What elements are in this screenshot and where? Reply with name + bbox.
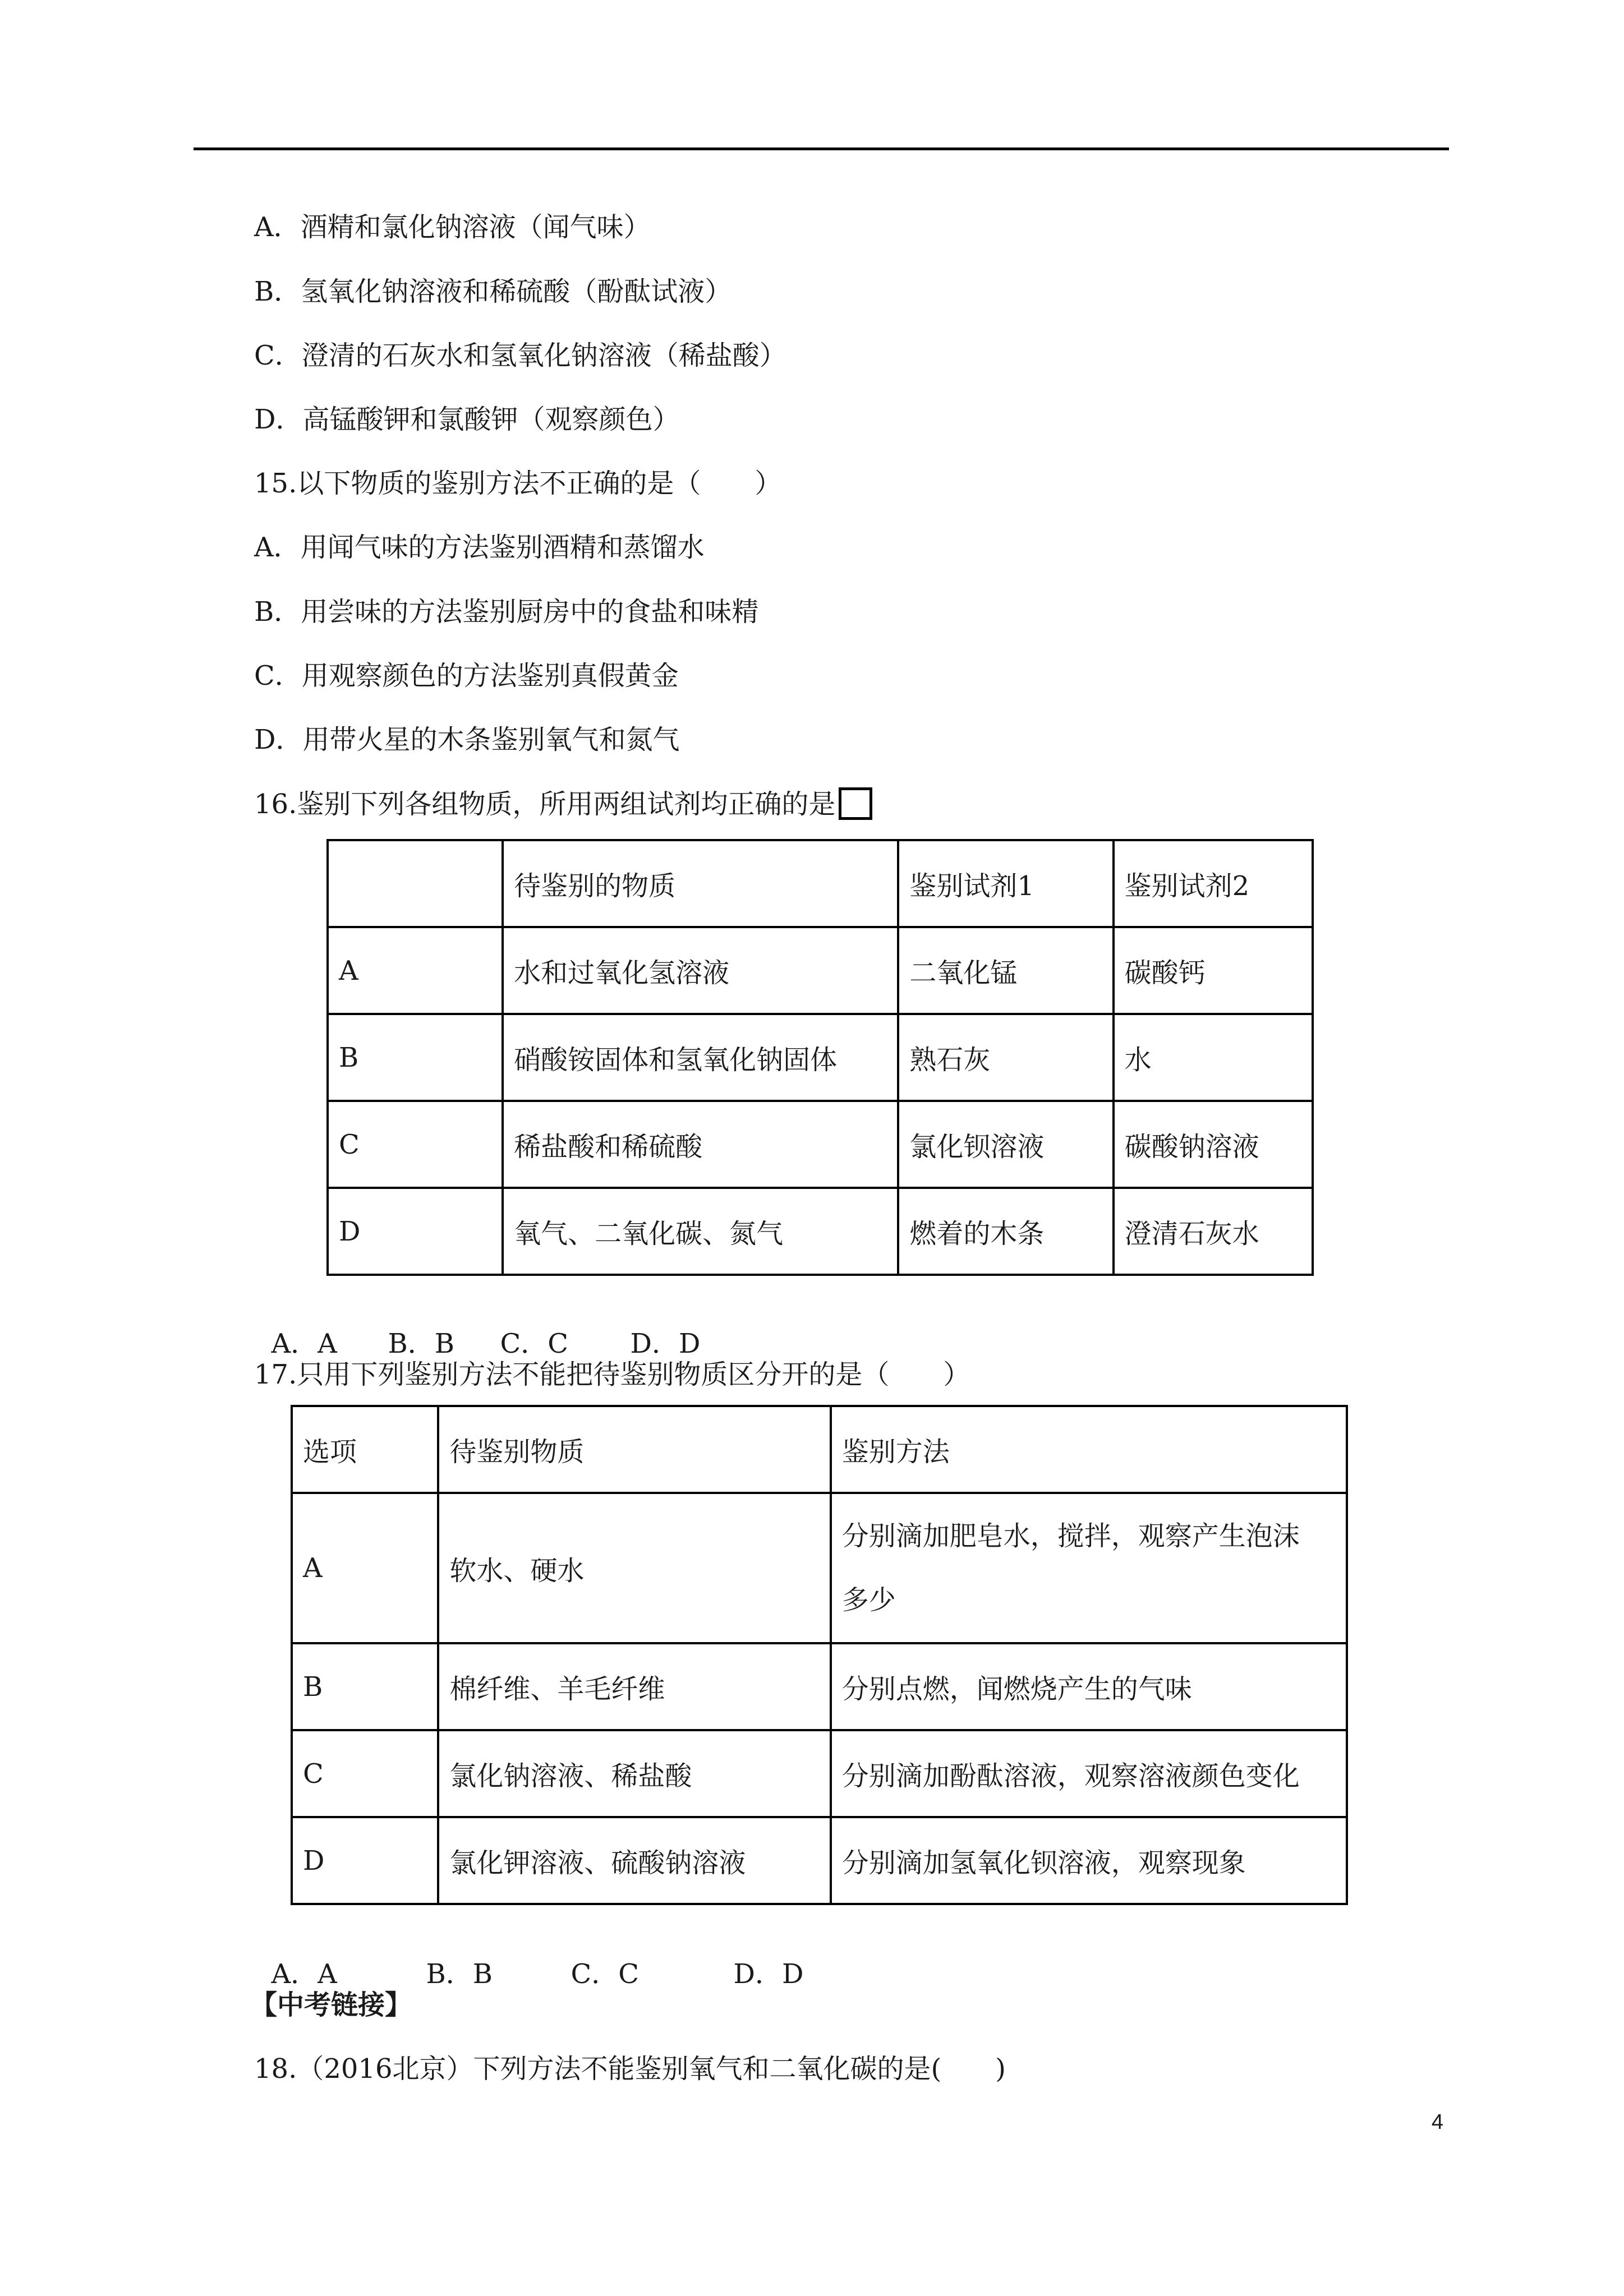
table-cell: 碳酸钙 [1114,927,1313,1014]
table-cell: A [328,927,503,1014]
table-cell: C [292,1730,438,1817]
table-cell: A [292,1493,438,1643]
table-row [292,1643,1347,1730]
table-header-cell: 鉴别方法 [831,1406,1347,1493]
q18-stem: 18.（2016北京）下列方法不能鉴别氧气和二氧化碳的是( ) [254,2053,1006,2085]
q16-option-c: C．C [500,1328,568,1359]
q15-option-a: A．用闻气味的方法鉴别酒精和蒸馏水 [254,532,705,563]
method-line: 分别滴加肥皂水，搅拌，观察产生泡沫 [841,1520,1300,1552]
table-cell: 水 [1114,1014,1313,1101]
table-row [328,1014,1313,1101]
table-cell: 分别点燃，闻燃烧产生的气味 [831,1643,1347,1730]
table-cell: C [328,1101,503,1188]
answer-box[interactable] [839,787,872,820]
table-cell: 氯化钡溶液 [898,1101,1113,1188]
table-cell: 分别滴加氢氧化钡溶液，观察现象 [831,1817,1347,1904]
q15-stem: 15.以下物质的鉴别方法不正确的是（ ） [254,468,782,499]
table-header-cell: 鉴别试剂2 [1114,840,1313,927]
table-cell: 碳酸钠溶液 [1114,1101,1313,1188]
q16-table [326,839,1314,1276]
table-row [328,1101,1313,1188]
q17-option-a: A．A [271,1958,337,1990]
table-row [328,840,1313,927]
q14-option-c: C．澄清的石灰水和氢氧化钠溶液（稀盐酸） [254,340,786,371]
q16-option-d: D．D [630,1328,701,1359]
table-header-cell: 鉴别试剂1 [898,840,1113,927]
table-header-cell: 待鉴别的物质 [503,840,898,927]
table-header-cell: 待鉴别物质 [438,1406,830,1493]
q16-stem-text: 16.鉴别下列各组物质，所用两组试剂均正确的是 [254,789,836,820]
q15-option-b: B．用尝味的方法鉴别厨房中的食盐和味精 [254,596,759,628]
table-cell: D [328,1188,503,1275]
table-cell: 分别滴加酚酞溶液，观察溶液颜色变化 [831,1730,1347,1817]
table-row [328,927,1313,1014]
q17-options [254,1924,804,1991]
table-row [328,1188,1313,1275]
q17-option-d: D．D [733,1958,804,1990]
page-number: 4 [1431,2110,1443,2134]
q17-table [291,1405,1348,1905]
table-cell: B [328,1014,503,1101]
q16-option-b: B．B [388,1328,455,1359]
table-cell: 澄清石灰水 [1114,1188,1313,1275]
header-rule [194,147,1449,150]
table-row [292,1406,1347,1493]
table-cell: 氯化钾溶液、硫酸钠溶液 [438,1817,830,1904]
table-header-cell: 选项 [292,1406,438,1493]
table-cell: 稀盐酸和稀硫酸 [503,1101,898,1188]
q17-option-c: C．C [571,1958,639,1990]
table-cell: 硝酸铵固体和氢氧化钠固体 [503,1014,898,1101]
q14-option-b: B．氢氧化钠溶液和稀硫酸（酚酞试液） [254,276,732,307]
table-cell: 棉纤维、羊毛纤维 [438,1643,830,1730]
table-cell: 氯化钠溶液、稀盐酸 [438,1730,830,1817]
table-cell: 二氧化锰 [898,927,1113,1014]
table-cell: 燃着的木条 [898,1188,1113,1275]
q16-options [254,1293,701,1361]
method-line: 多少 [841,1584,896,1616]
table-row [292,1730,1347,1817]
q14-option-a: A．酒精和氯化钠溶液（闻气味） [254,211,651,243]
section-heading: 【中考链接】 [250,1989,412,2021]
table-cell: D [292,1817,438,1904]
q16-option-a: A．A [271,1328,337,1359]
q14-option-d: D．高锰酸钾和氯酸钾（观察颜色） [254,404,680,435]
q16-stem [254,787,872,821]
table-cell: 软水、硬水 [438,1493,830,1643]
table-cell: 水和过氧化氢溶液 [503,927,898,1014]
q17-option-b: B．B [426,1958,493,1990]
table-header-cell [328,840,503,927]
table-cell: 熟石灰 [898,1014,1113,1101]
table-row [292,1817,1347,1904]
table-cell: B [292,1643,438,1730]
table-row [292,1493,1347,1643]
q15-option-c: C．用观察颜色的方法鉴别真假黄金 [254,660,679,691]
table-cell: 氧气、二氧化碳、氮气 [503,1188,898,1275]
table-cell [831,1493,1347,1643]
q17-stem: 17.只用下列鉴别方法不能把待鉴别物质区分开的是（ ） [254,1359,970,1390]
q15-option-d: D．用带火星的木条鉴别氧气和氮气 [254,724,680,755]
